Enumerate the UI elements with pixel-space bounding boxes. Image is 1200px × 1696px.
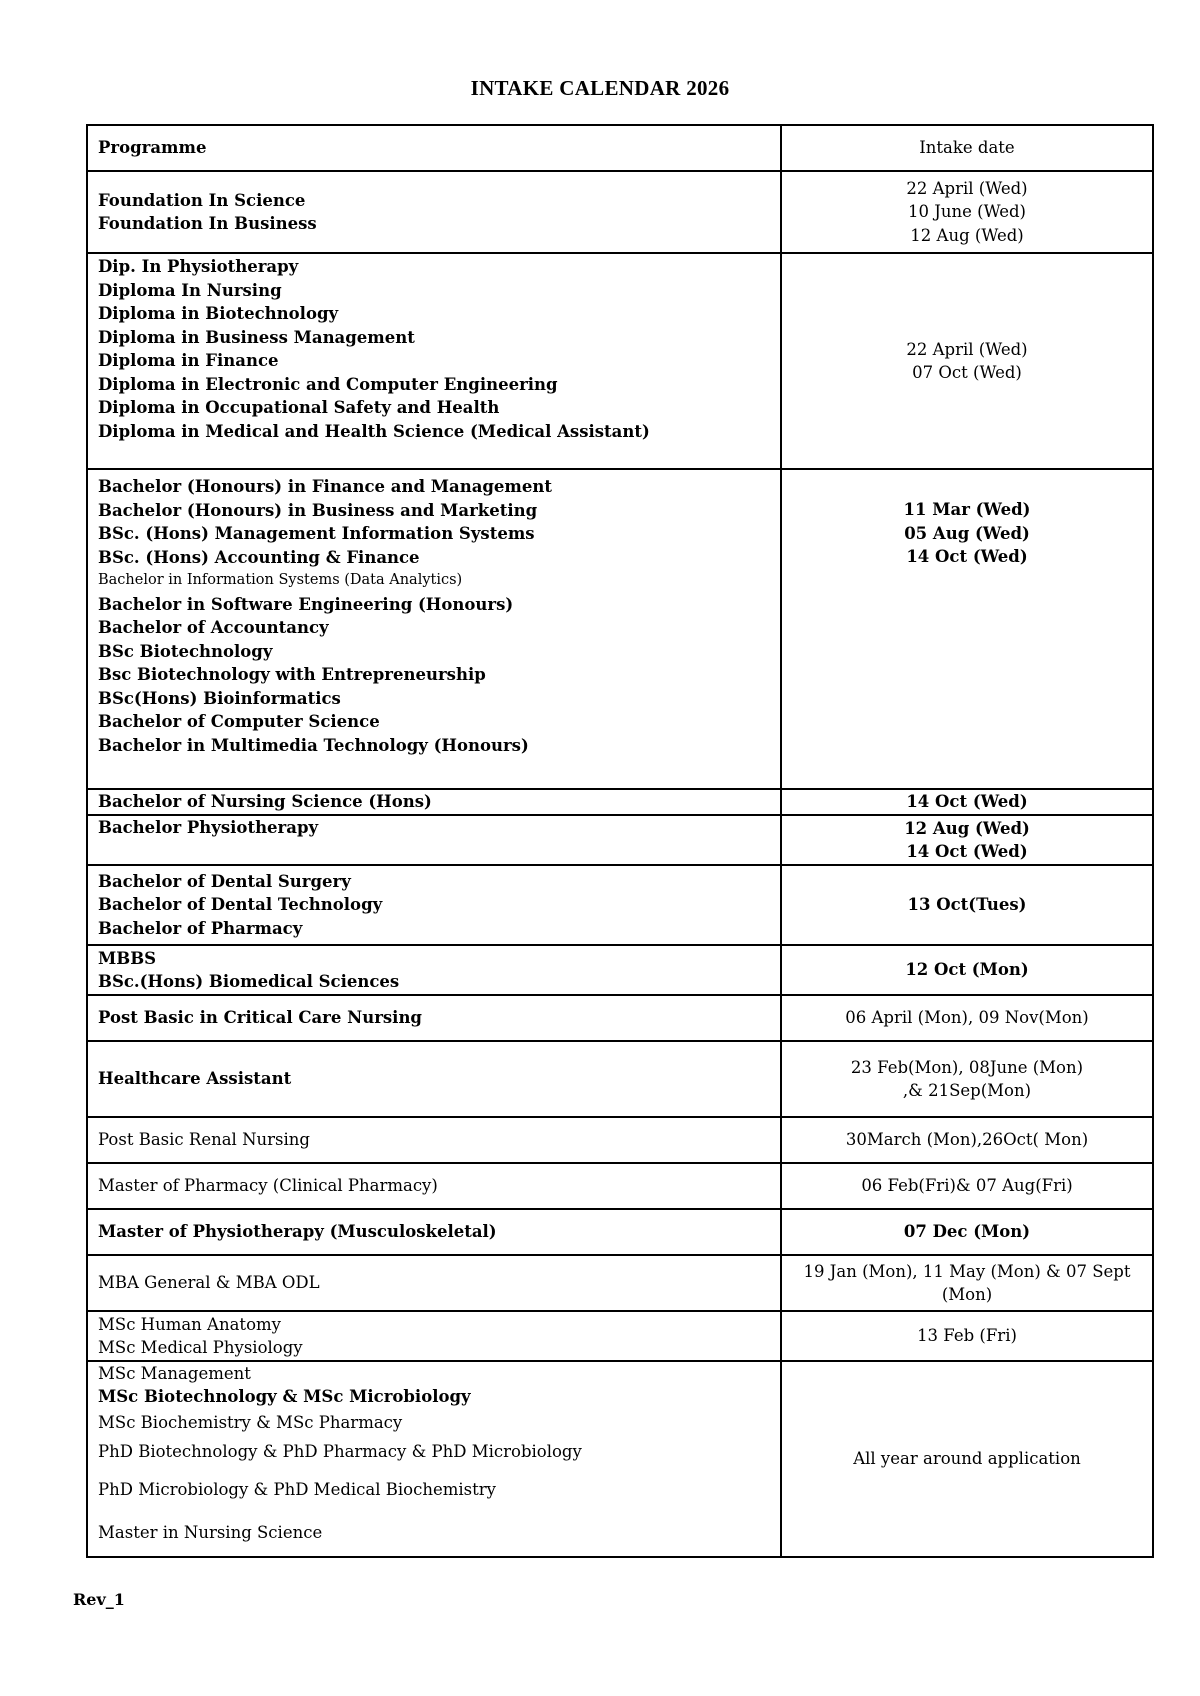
intake-calendar-table	[86, 124, 1154, 1558]
table-header-row	[87, 125, 1153, 171]
table-row	[87, 945, 1153, 995]
programme-name: Diploma in Business Management	[98, 327, 415, 347]
intake-date-cell	[781, 865, 1153, 945]
programme-cell	[87, 815, 781, 865]
programme-name: MBBS	[98, 948, 157, 968]
programme-name: Foundation In Business	[98, 214, 317, 233]
programme-name: BSc(Hons) Bioinformatics	[98, 688, 341, 708]
intake-date: 12 Aug (Wed)	[910, 225, 1024, 245]
intake-date: (Mon)	[941, 1285, 993, 1304]
table-row	[87, 171, 1153, 253]
programme-name: Bachelor of Nursing Science (Hons)	[98, 792, 432, 812]
programme-name: Bachelor in Information Systems (Data Analytics)	[98, 572, 463, 588]
programme-name: Bachelor of Pharmacy	[98, 918, 303, 938]
programme-name: MBA General & MBA ODL	[98, 1273, 320, 1293]
table-row	[87, 1117, 1153, 1163]
intake-date-header: Intake date	[781, 125, 1153, 171]
programme-name: Bachelor of Computer Science	[98, 712, 380, 731]
programme-name: Post Basic Renal Nursing	[98, 1130, 310, 1150]
programme-name: PhD Microbiology & PhD Medical Biochemistry	[98, 1480, 496, 1499]
intake-date: 19 Jan (Mon), 11 May (Mon) & 07 Sept	[803, 1261, 1131, 1281]
programme-name: Foundation In Science	[98, 190, 306, 210]
table-row	[87, 1311, 1153, 1361]
programme-name: Bachelor (Honours) in Finance and Management	[98, 477, 553, 496]
table-row	[87, 865, 1153, 945]
intake-date: 14 Oct (Wed)	[906, 547, 1028, 566]
table-row	[87, 1361, 1153, 1557]
table-row	[87, 253, 1153, 469]
programme-cell	[87, 1361, 781, 1557]
programme-name: MSc Medical Physiology	[98, 1338, 303, 1357]
programme-name: BSc.(Hons) Biomedical Sciences	[98, 972, 400, 991]
programme-name: MSc Human Anatomy	[98, 1314, 281, 1334]
programme-cell	[87, 1163, 781, 1209]
programme-cell	[87, 469, 781, 789]
programme-name: Bachelor Physiotherapy	[98, 818, 319, 837]
intake-date-cell	[781, 1361, 1153, 1557]
intake-date: 05 Aug (Wed)	[904, 523, 1030, 543]
intake-date-cell	[781, 171, 1153, 253]
intake-date-cell	[781, 1209, 1153, 1255]
programme-header: Programme	[87, 125, 781, 171]
table-row	[87, 815, 1153, 865]
intake-date: 12 Oct (Mon)	[905, 960, 1029, 980]
programme-name: Master of Pharmacy (Clinical Pharmacy)	[98, 1176, 438, 1196]
intake-date: 13 Oct(Tues)	[907, 895, 1027, 915]
intake-date-cell	[781, 469, 1153, 789]
programme-name: Diploma in Occupational Safety and Health	[98, 398, 500, 417]
intake-date: 10 June (Wed)	[908, 202, 1026, 222]
intake-date: 12 Aug (Wed)	[904, 818, 1030, 838]
programme-name: MSc Biochemistry & MSc Pharmacy	[98, 1413, 403, 1432]
intake-date: All year around application	[853, 1449, 1081, 1469]
programme-name: Bachelor of Accountancy	[98, 618, 329, 637]
intake-date: 22 April (Wed)	[906, 178, 1028, 198]
intake-date-cell	[781, 1163, 1153, 1209]
intake-date: 30March (Mon),26Oct( Mon)	[845, 1130, 1089, 1150]
programme-name: Diploma In Nursing	[98, 280, 282, 300]
programme-name: BSc. (Hons) Management Information Systems	[98, 524, 535, 543]
table-row	[87, 1041, 1153, 1117]
table-row	[87, 469, 1153, 789]
programme-name: Bachelor of Dental Surgery	[98, 871, 351, 891]
programme-name: Dip. In Physiotherapy	[98, 257, 299, 276]
programme-cell	[87, 865, 781, 945]
table-row	[87, 1255, 1153, 1311]
page-title: INTAKE CALENDAR 2026	[470, 76, 730, 100]
programme-name: BSc. (Hons) Accounting & Finance	[98, 547, 420, 567]
table-row	[87, 995, 1153, 1041]
intake-date: 14 Oct (Wed)	[906, 792, 1028, 812]
programme-name: MSc Management	[98, 1364, 251, 1383]
programme-name: Master of Physiotherapy (Musculoskeletal)	[98, 1222, 497, 1242]
intake-date-cell	[781, 1117, 1153, 1163]
programme-cell	[87, 1117, 781, 1163]
intake-date-cell	[781, 815, 1153, 865]
programme-name: MSc Biotechnology & MSc Microbiology	[98, 1387, 471, 1406]
intake-date-cell	[781, 995, 1153, 1041]
intake-date: 11 Mar (Wed)	[903, 500, 1031, 519]
intake-date-cell	[781, 1311, 1153, 1361]
intake-date: 14 Oct (Wed)	[906, 842, 1028, 861]
programme-cell	[87, 1209, 781, 1255]
intake-date: 06 Feb(Fri)& 07 Aug(Fri)	[861, 1176, 1073, 1196]
programme-name: Bachelor of Dental Technology	[98, 895, 383, 915]
programme-name: PhD Biotechnology & PhD Pharmacy & PhD Microbiology	[98, 1442, 582, 1461]
intake-date: ,& 21Sep(Mon)	[902, 1081, 1032, 1100]
intake-date: 22 April (Wed)	[906, 339, 1028, 359]
intake-date-cell	[781, 789, 1153, 815]
programme-cell	[87, 945, 781, 995]
programme-cell	[87, 171, 781, 253]
intake-date-cell	[781, 1255, 1153, 1311]
intake-date: 07 Dec (Mon)	[903, 1222, 1031, 1242]
intake-date-cell	[781, 945, 1153, 995]
programme-name: Diploma in Electronic and Computer Engineering	[98, 374, 558, 394]
intake-date-cell	[781, 253, 1153, 469]
programme-name: BSc Biotechnology	[98, 641, 273, 661]
intake-date-cell	[781, 1041, 1153, 1117]
intake-date: 07 Oct (Wed)	[912, 363, 1022, 382]
programme-cell	[87, 1311, 781, 1361]
intake-date: 23 Feb(Mon), 08June (Mon)	[850, 1057, 1084, 1077]
programme-name: Diploma in Finance	[98, 351, 279, 370]
programme-name: Bachelor in Software Engineering (Honours)	[98, 594, 514, 614]
programme-cell	[87, 1041, 781, 1117]
programme-name: Healthcare Assistant	[98, 1069, 292, 1089]
programme-name: Bachelor in Multimedia Technology (Honours)	[98, 735, 529, 755]
programme-name: Master in Nursing Science	[98, 1523, 323, 1542]
table-row	[87, 1163, 1153, 1209]
programme-cell	[87, 789, 781, 815]
programme-cell	[87, 253, 781, 469]
programme-cell	[87, 1255, 781, 1311]
programme-cell	[87, 995, 781, 1041]
revision-label: Rev_1	[73, 1590, 125, 1609]
table-row	[87, 1209, 1153, 1255]
programme-name: Bsc Biotechnology with Entrepreneurship	[98, 665, 486, 684]
intake-date: 13 Feb (Fri)	[917, 1326, 1017, 1346]
programme-name: Diploma in Medical and Health Science (Medical Assistant)	[98, 421, 650, 441]
table-row	[87, 789, 1153, 815]
programme-name: Post Basic in Critical Care Nursing	[98, 1008, 422, 1028]
programme-name: Diploma in Biotechnology	[98, 304, 339, 323]
programme-name: Bachelor (Honours) in Business and Marketing	[98, 500, 538, 520]
intake-date: 06 April (Mon), 09 Nov(Mon)	[845, 1008, 1089, 1028]
